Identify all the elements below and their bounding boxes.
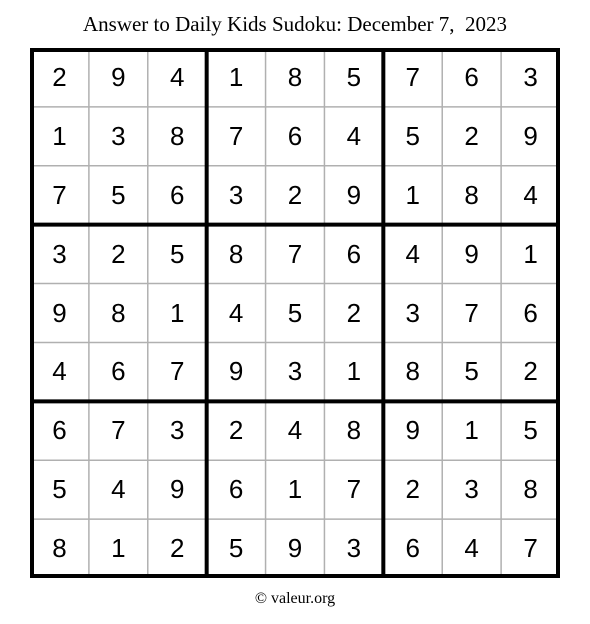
sudoku-cell-r9c5: 9 <box>287 533 303 564</box>
sudoku-cell-r2c3: 8 <box>169 120 185 151</box>
sudoku-cell-r4c1: 3 <box>52 238 67 269</box>
sudoku-cell-r1c6: 5 <box>346 62 362 92</box>
sudoku-cell-r9c3: 2 <box>169 533 185 564</box>
sudoku-cell-r1c2: 9 <box>111 62 126 92</box>
sudoku-cell-r8c1: 5 <box>52 474 67 505</box>
sudoku-cell-r2c2: 3 <box>111 120 126 151</box>
sudoku-cell-r6c5: 3 <box>287 356 303 387</box>
sudoku-cell-r4c6: 6 <box>346 238 362 269</box>
sudoku-cell-r3c2: 5 <box>111 179 126 210</box>
sudoku-cell-r3c6: 9 <box>346 179 362 210</box>
sudoku-cell-r8c9: 8 <box>523 474 538 505</box>
sudoku-cell-r2c5: 6 <box>287 120 303 151</box>
sudoku-cell-r4c2: 2 <box>111 238 126 269</box>
sudoku-cell-r7c4: 2 <box>228 415 244 446</box>
sudoku-cell-r3c8: 8 <box>464 179 479 210</box>
sudoku-cell-r4c3: 5 <box>169 238 185 269</box>
sudoku-cell-r9c6: 3 <box>346 533 362 564</box>
sudoku-cell-r5c2: 8 <box>111 297 126 328</box>
sudoku-cell-r4c5: 7 <box>287 238 303 269</box>
sudoku-cell-r3c9: 4 <box>523 179 538 210</box>
cell-container <box>30 48 560 578</box>
sudoku-cell-r4c7: 4 <box>405 238 420 269</box>
sudoku-cell-r2c1: 1 <box>52 120 67 151</box>
sudoku-cell-r2c9: 9 <box>523 120 538 151</box>
sudoku-cell-r3c4: 3 <box>228 179 244 210</box>
sudoku-cell-r1c3: 4 <box>169 62 185 92</box>
sudoku-cell-r3c3: 6 <box>169 179 185 210</box>
sudoku-cell-r1c5: 8 <box>287 62 303 92</box>
sudoku-cell-r5c1: 9 <box>52 297 67 328</box>
sudoku-cell-r6c8: 5 <box>464 356 479 387</box>
sudoku-cell-r1c8: 6 <box>464 62 479 92</box>
sudoku-cell-r8c5: 1 <box>287 474 303 505</box>
sudoku-cell-r6c6: 1 <box>346 356 362 387</box>
puzzle-title: Answer to Daily Kids Sudoku: December 7, 2023 <box>82 12 508 36</box>
sudoku-cell-r3c1: 7 <box>52 179 67 210</box>
sudoku-cell-r4c9: 1 <box>523 238 538 269</box>
sudoku-cell-r2c6: 4 <box>346 120 362 151</box>
sudoku-cell-r2c4: 7 <box>228 120 244 151</box>
sudoku-cell-r7c5: 4 <box>287 415 303 446</box>
sudoku-cell-r7c1: 6 <box>52 415 67 446</box>
sudoku-cell-r9c9: 7 <box>523 533 538 564</box>
sudoku-cell-r6c4: 9 <box>228 356 244 387</box>
sudoku-cell-r8c8: 3 <box>464 474 479 505</box>
sudoku-cell-r9c1: 8 <box>52 533 67 564</box>
sudoku-cell-r6c2: 6 <box>111 356 126 387</box>
sudoku-cell-r4c4: 8 <box>228 238 244 269</box>
sudoku-cell-r9c2: 1 <box>111 533 126 564</box>
sudoku-cell-r9c8: 4 <box>464 533 479 564</box>
sudoku-cell-r6c3: 7 <box>169 356 185 387</box>
sudoku-cell-r6c9: 2 <box>523 356 538 387</box>
sudoku-board <box>30 48 560 578</box>
sudoku-cell-r2c8: 2 <box>464 120 479 151</box>
sudoku-cell-r7c3: 3 <box>169 415 185 446</box>
sudoku-cell-r1c7: 7 <box>405 62 420 92</box>
sudoku-cell-r1c4: 1 <box>228 62 244 92</box>
sudoku-cell-r5c3: 1 <box>169 297 185 328</box>
sudoku-cell-r3c7: 1 <box>405 179 420 210</box>
sudoku-cell-r5c9: 6 <box>523 297 538 328</box>
sudoku-cell-r1c9: 3 <box>523 62 538 92</box>
sudoku-cell-r8c2: 4 <box>111 474 126 505</box>
sudoku-cell-r2c7: 5 <box>405 120 420 151</box>
sudoku-cell-r8c6: 7 <box>346 474 362 505</box>
sudoku-cell-r9c4: 5 <box>228 533 244 564</box>
sudoku-cell-r1c1: 2 <box>52 62 67 92</box>
sudoku-cell-r6c1: 4 <box>52 356 67 387</box>
sudoku-cell-r7c6: 8 <box>346 415 362 446</box>
sudoku-cell-r7c9: 5 <box>523 415 538 446</box>
sudoku-cell-r5c6: 2 <box>346 297 362 328</box>
sudoku-cell-r9c7: 6 <box>405 533 420 564</box>
sudoku-cell-r7c7: 9 <box>405 415 420 446</box>
sudoku-cell-r8c3: 9 <box>169 474 185 505</box>
sudoku-cell-r7c8: 1 <box>464 415 479 446</box>
sudoku-cell-r5c7: 3 <box>405 297 420 328</box>
sudoku-cell-r3c5: 2 <box>287 179 303 210</box>
sudoku-cell-r5c5: 5 <box>287 297 303 328</box>
sudoku-cell-r8c7: 2 <box>405 474 420 505</box>
sudoku-cell-r8c4: 6 <box>228 474 244 505</box>
sudoku-cell-r5c4: 4 <box>228 297 244 328</box>
sudoku-cell-r6c7: 8 <box>405 356 420 387</box>
sudoku-cell-r5c8: 7 <box>464 297 479 328</box>
sudoku-cell-r7c2: 7 <box>111 415 126 446</box>
copyright-footer: © valeur.org <box>254 590 336 607</box>
sudoku-cell-r4c8: 9 <box>464 238 479 269</box>
